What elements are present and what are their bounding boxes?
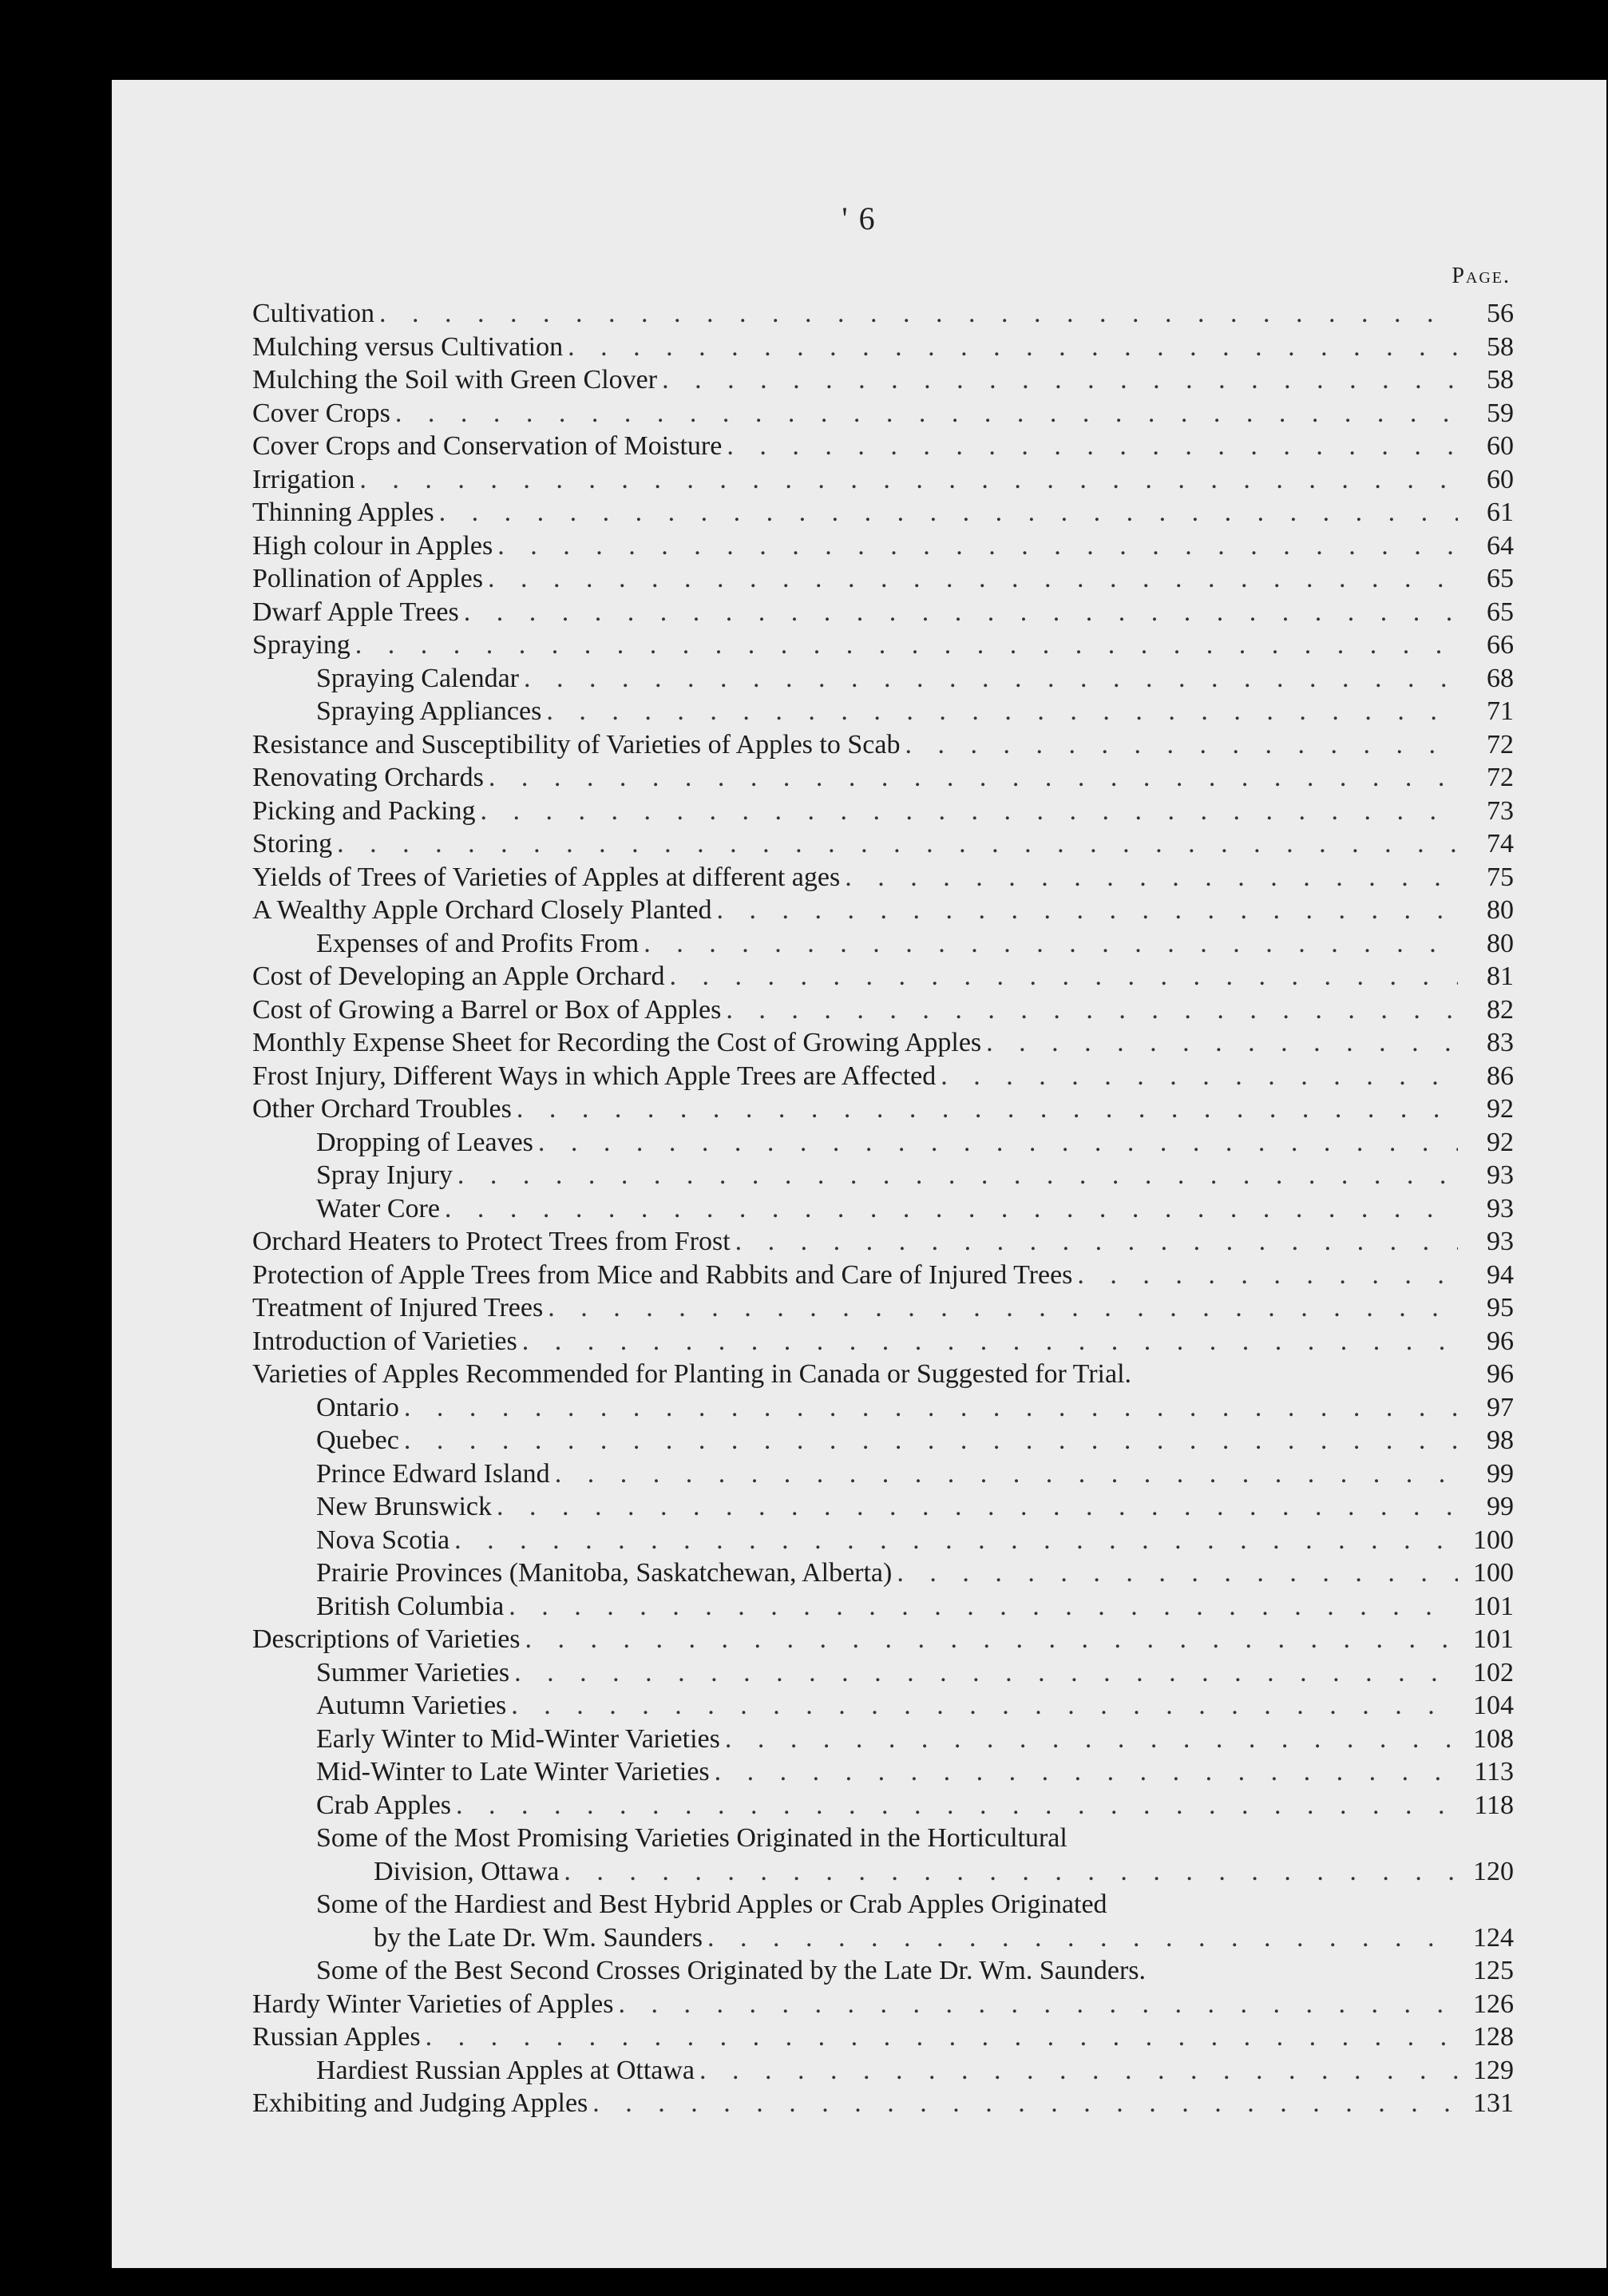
toc-dot-leader xyxy=(699,2054,1458,2088)
toc-dot-leader xyxy=(546,695,1458,728)
toc-dot-leader xyxy=(439,496,1458,529)
toc-dot-leader xyxy=(716,894,1458,927)
toc-entry-page: 65 xyxy=(1487,564,1514,593)
toc-dot-leader xyxy=(568,331,1458,364)
toc-list xyxy=(252,297,1514,2120)
toc-dot-leader xyxy=(454,1524,1458,1557)
toc-dot-leader xyxy=(662,363,1458,397)
toc-entry-page: 100 xyxy=(1473,1525,1514,1555)
toc-entry xyxy=(252,496,1514,529)
toc-entry-title: Prince Edward Island xyxy=(316,1458,550,1489)
toc-entry xyxy=(252,297,1514,331)
toc-entry-title: Cover Crops and Conservation of Moisture xyxy=(252,431,723,461)
toc-entry-title: Mid-Winter to Late Winter Varieties xyxy=(316,1757,710,1786)
toc-entry-page: 68 xyxy=(1487,663,1514,693)
toc-entry xyxy=(252,1225,1514,1259)
toc-entry-title: Cost of Growing a Barrel or Box of Apples xyxy=(252,994,722,1025)
toc-entry xyxy=(252,2054,1514,2088)
toc-dot-leader xyxy=(337,827,1458,861)
toc-entry-title: Prairie Provinces (Manitoba, Saskatchewan, Alberta) xyxy=(316,1558,893,1588)
toc-entry xyxy=(252,2020,1514,2054)
toc-entry xyxy=(252,1026,1514,1060)
toc-entry-title: A Wealthy Apple Orchard Closely Planted xyxy=(252,895,712,925)
toc-dot-leader xyxy=(489,761,1458,795)
page-column-header: Page. xyxy=(1452,264,1511,288)
toc-entry xyxy=(252,894,1514,927)
toc-dot-leader xyxy=(426,2020,1458,2054)
toc-entry xyxy=(252,1755,1514,1789)
toc-dot-leader xyxy=(725,1723,1458,1756)
toc-dot-leader xyxy=(619,1988,1459,2021)
toc-entry xyxy=(252,1325,1514,1358)
toc-entry-page: 58 xyxy=(1487,365,1514,395)
toc-entry xyxy=(252,1358,1514,1391)
toc-dot-leader xyxy=(555,1457,1458,1491)
toc-entry-page: 58 xyxy=(1487,331,1514,362)
toc-entry xyxy=(252,1954,1514,1988)
toc-entry-title: New Brunswick xyxy=(316,1492,493,1521)
toc-entry-page: 125 xyxy=(1473,1956,1514,1985)
toc-entry-title: Division, Ottawa xyxy=(374,1856,560,1886)
toc-entry-page: 81 xyxy=(1487,962,1514,991)
toc-entry xyxy=(252,1921,1514,1955)
toc-dot-leader xyxy=(524,662,1458,696)
toc-dot-leader xyxy=(670,960,1459,993)
toc-dot-leader xyxy=(456,1789,1458,1822)
toc-entry-title: Some of the Hardiest and Best Hybrid Apples or Crab Apples Originated xyxy=(316,1890,1107,1919)
toc-entry xyxy=(252,1988,1514,2021)
toc-dot-leader xyxy=(395,397,1458,430)
toc-entry-title: Dropping of Leaves xyxy=(316,1127,533,1157)
toc-entry-page: 99 xyxy=(1487,1458,1514,1489)
toc-entry-page: 59 xyxy=(1487,398,1514,428)
document-page xyxy=(112,80,1606,2268)
toc-dot-leader xyxy=(592,2087,1458,2120)
toc-entry xyxy=(252,993,1514,1027)
toc-entry xyxy=(252,2087,1514,2120)
toc-dot-leader xyxy=(517,1092,1458,1126)
toc-entry xyxy=(252,430,1514,463)
toc-entry xyxy=(252,629,1514,662)
toc-entry xyxy=(252,1291,1514,1325)
toc-entry-page: 96 xyxy=(1487,1326,1514,1356)
toc-entry xyxy=(252,1855,1514,1889)
toc-entry xyxy=(252,1490,1514,1524)
toc-entry-page: 71 xyxy=(1487,696,1514,726)
toc-dot-leader xyxy=(525,1623,1458,1656)
toc-entry xyxy=(252,1457,1514,1491)
toc-entry-title: Orchard Heaters to Protect Trees from Frost xyxy=(252,1227,731,1256)
toc-entry xyxy=(252,596,1514,629)
toc-entry xyxy=(252,1524,1514,1557)
toc-entry-page: 75 xyxy=(1487,862,1514,892)
toc-entry xyxy=(252,1192,1514,1226)
toc-entry-page: 61 xyxy=(1487,498,1514,527)
toc-entry-title: Russian Apples xyxy=(252,2022,421,2052)
toc-entry-page: 94 xyxy=(1487,1259,1514,1290)
toc-entry-page: 101 xyxy=(1473,1624,1514,1654)
toc-entry-page: 120 xyxy=(1473,1856,1514,1886)
toc-dot-leader xyxy=(514,1656,1458,1690)
toc-entry-title: Monthly Expense Sheet for Recording the Cost of Growing Apples xyxy=(252,1028,982,1057)
toc-entry-title: Varieties of Apples Recommended for Planting in Canada or Suggested for Trial. xyxy=(252,1359,1132,1389)
table-of-contents xyxy=(252,264,1514,2120)
toc-entry-title: Protection of Apple Trees from Mice and Rabbits and Care of Injured Trees xyxy=(252,1259,1073,1290)
toc-entry-title: Exhibiting and Judging Apples xyxy=(252,2088,588,2118)
toc-dot-leader xyxy=(404,1391,1458,1425)
toc-entry xyxy=(252,1656,1514,1690)
toc-entry-page: 64 xyxy=(1487,530,1514,561)
toc-dot-leader xyxy=(359,463,1458,497)
toc-entry-page: 60 xyxy=(1487,464,1514,494)
toc-entry-title: Irrigation xyxy=(252,464,355,494)
toc-entry-page: 113 xyxy=(1474,1757,1514,1786)
toc-dot-leader xyxy=(715,1755,1458,1789)
toc-entry-title: Cover Crops xyxy=(252,398,390,428)
toc-entry xyxy=(252,1888,1514,1921)
toc-entry xyxy=(252,861,1514,894)
toc-entry-page: 96 xyxy=(1487,1359,1514,1389)
toc-dot-leader xyxy=(986,1026,1458,1060)
toc-entry xyxy=(252,1259,1514,1292)
toc-entry-title: Yields of Trees of Varieties of Apples at different ages xyxy=(252,862,841,892)
toc-entry-title: Hardy Winter Varieties of Apples xyxy=(252,1989,614,2019)
toc-entry-page: 124 xyxy=(1473,1922,1514,1953)
toc-entry-title: Frost Injury, Different Ways in which Apple Trees are Affected xyxy=(252,1061,937,1091)
toc-entry-page: 93 xyxy=(1487,1227,1514,1256)
toc-entry-title: Resistance and Susceptibility of Varieties of Apples to Scab xyxy=(252,729,901,759)
toc-entry-title: Crab Apples xyxy=(316,1790,452,1820)
toc-entry xyxy=(252,927,1514,961)
toc-entry-title: Storing xyxy=(252,829,333,859)
toc-entry-page: 83 xyxy=(1487,1028,1514,1057)
toc-entry xyxy=(252,562,1514,596)
toc-entry xyxy=(252,1789,1514,1822)
toc-entry xyxy=(252,463,1514,497)
toc-entry-title: Nova Scotia xyxy=(316,1525,450,1555)
toc-entry-title: Spraying xyxy=(252,630,351,660)
toc-entry-page: 92 xyxy=(1487,1094,1514,1124)
toc-entry-title: Early Winter to Mid-Winter Varieties xyxy=(316,1723,720,1754)
toc-entry-page: 101 xyxy=(1473,1591,1514,1621)
toc-dot-leader xyxy=(522,1325,1458,1358)
toc-entry-page: 97 xyxy=(1487,1392,1514,1422)
toc-entry-title: Quebec xyxy=(316,1426,399,1455)
toc-entry xyxy=(252,1092,1514,1126)
toc-dot-leader xyxy=(1077,1259,1458,1292)
toc-entry xyxy=(252,1060,1514,1093)
toc-entry-title: Dwarf Apple Trees xyxy=(252,597,459,627)
toc-dot-leader xyxy=(445,1192,1458,1226)
toc-entry xyxy=(252,1689,1514,1723)
toc-dot-leader xyxy=(644,927,1458,961)
toc-entry xyxy=(252,1159,1514,1192)
toc-entry xyxy=(252,827,1514,861)
toc-entry xyxy=(252,728,1514,762)
toc-dot-leader xyxy=(845,861,1458,894)
toc-entry-page: 86 xyxy=(1487,1061,1514,1091)
toc-entry-page: 118 xyxy=(1474,1790,1514,1820)
toc-entry-title: Some of the Most Promising Varieties Originated in the Horticultural xyxy=(316,1823,1067,1853)
toc-entry-page: 80 xyxy=(1487,895,1514,925)
toc-entry-title: Treatment of Injured Trees xyxy=(252,1293,544,1322)
toc-entry-page: 72 xyxy=(1487,763,1514,792)
toc-entry xyxy=(252,1126,1514,1160)
toc-entry-title: Renovating Orchards xyxy=(252,763,484,792)
toc-entry-title: Cultivation xyxy=(252,299,374,328)
toc-entry-page: 129 xyxy=(1473,2055,1514,2085)
toc-dot-leader xyxy=(511,1689,1458,1723)
toc-entry-page: 131 xyxy=(1473,2088,1514,2118)
toc-entry-page: 56 xyxy=(1487,299,1514,328)
toc-entry xyxy=(252,529,1514,563)
toc-entry xyxy=(252,1391,1514,1425)
toc-entry-page: 95 xyxy=(1487,1293,1514,1322)
toc-entry xyxy=(252,662,1514,696)
toc-entry xyxy=(252,1590,1514,1624)
toc-dot-leader xyxy=(726,993,1458,1027)
toc-entry-title: High colour in Apples xyxy=(252,530,493,561)
toc-entry-page: 74 xyxy=(1487,829,1514,859)
toc-dot-leader xyxy=(564,1855,1458,1889)
toc-entry-title: Spraying Calendar xyxy=(316,663,519,693)
toc-entry xyxy=(252,1556,1514,1590)
toc-entry-page: 66 xyxy=(1487,630,1514,660)
toc-entry-page: 104 xyxy=(1473,1691,1514,1720)
toc-entry-title: Hardiest Russian Apples at Ottawa xyxy=(316,2055,695,2085)
toc-entry-title: Expenses of and Profits From xyxy=(316,928,640,958)
toc-dot-leader xyxy=(905,728,1458,762)
toc-dot-leader xyxy=(707,1921,1458,1955)
toc-entry-title: Descriptions of Varieties xyxy=(252,1624,521,1654)
toc-entry xyxy=(252,1623,1514,1656)
page-number: ' 6 xyxy=(842,200,877,236)
toc-entry-title: Summer Varieties xyxy=(316,1657,510,1687)
toc-dot-leader xyxy=(897,1556,1458,1590)
toc-dot-leader xyxy=(538,1126,1458,1160)
toc-entry-title: Spray Injury xyxy=(316,1160,453,1190)
toc-dot-leader xyxy=(509,1590,1458,1624)
toc-entry xyxy=(252,397,1514,430)
toc-entry xyxy=(252,1723,1514,1756)
toc-dot-leader xyxy=(497,529,1458,563)
toc-entry-page: 60 xyxy=(1487,431,1514,461)
toc-dot-leader xyxy=(735,1225,1458,1259)
toc-entry-title: Mulching versus Cultivation xyxy=(252,331,564,362)
toc-entry-title: Autumn Varieties xyxy=(316,1691,507,1720)
toc-entry-page: 92 xyxy=(1487,1127,1514,1157)
toc-entry xyxy=(252,960,1514,993)
toc-entry-page: 80 xyxy=(1487,928,1514,958)
toc-entry xyxy=(252,695,1514,728)
toc-entry xyxy=(252,1822,1514,1855)
toc-entry xyxy=(252,761,1514,795)
toc-entry-page: 100 xyxy=(1473,1558,1514,1588)
toc-dot-leader xyxy=(404,1424,1458,1457)
toc-dot-leader xyxy=(379,297,1458,331)
toc-entry xyxy=(252,331,1514,364)
toc-entry-page: 82 xyxy=(1487,994,1514,1025)
toc-entry-page: 93 xyxy=(1487,1160,1514,1190)
toc-dot-leader xyxy=(488,562,1458,596)
toc-entry-title: British Columbia xyxy=(316,1591,505,1621)
toc-entry-title: Picking and Packing xyxy=(252,795,476,826)
toc-entry-title: Pollination of Apples xyxy=(252,564,483,593)
toc-entry-page: 128 xyxy=(1473,2022,1514,2052)
toc-entry-title: by the Late Dr. Wm. Saunders xyxy=(374,1922,703,1953)
toc-entry xyxy=(252,363,1514,397)
toc-entry-page: 72 xyxy=(1487,729,1514,759)
toc-entry-title: Mulching the Soil with Green Clover xyxy=(252,365,658,395)
toc-entry-page: 98 xyxy=(1487,1426,1514,1455)
toc-entry-title: Some of the Best Second Crosses Originated by the Late Dr. Wm. Saunders. xyxy=(316,1956,1147,1985)
toc-entry-title: Other Orchard Troubles xyxy=(252,1094,512,1124)
toc-entry xyxy=(252,795,1514,828)
toc-dot-leader xyxy=(355,629,1458,662)
toc-dot-leader xyxy=(941,1060,1458,1093)
toc-entry-page: 73 xyxy=(1487,795,1514,826)
toc-dot-leader xyxy=(497,1490,1458,1524)
toc-dot-leader xyxy=(481,795,1458,828)
toc-entry-title: Cost of Developing an Apple Orchard xyxy=(252,962,665,991)
toc-dot-leader xyxy=(548,1291,1458,1325)
toc-dot-leader xyxy=(727,430,1458,463)
toc-entry-title: Water Core xyxy=(316,1193,440,1223)
toc-dot-leader xyxy=(457,1159,1458,1192)
toc-entry-title: Spraying Appliances xyxy=(316,696,542,726)
toc-entry-page: 93 xyxy=(1487,1193,1514,1223)
toc-entry-title: Ontario xyxy=(316,1392,399,1422)
toc-dot-leader xyxy=(464,596,1458,629)
toc-entry-title: Thinning Apples xyxy=(252,498,434,527)
toc-entry-page: 102 xyxy=(1473,1657,1514,1687)
toc-entry-title: Introduction of Varieties xyxy=(252,1326,517,1356)
toc-entry-page: 65 xyxy=(1487,597,1514,627)
toc-entry-page: 126 xyxy=(1473,1989,1514,2019)
toc-entry-page: 108 xyxy=(1473,1723,1514,1754)
toc-entry xyxy=(252,1424,1514,1457)
toc-entry-page: 99 xyxy=(1487,1492,1514,1521)
